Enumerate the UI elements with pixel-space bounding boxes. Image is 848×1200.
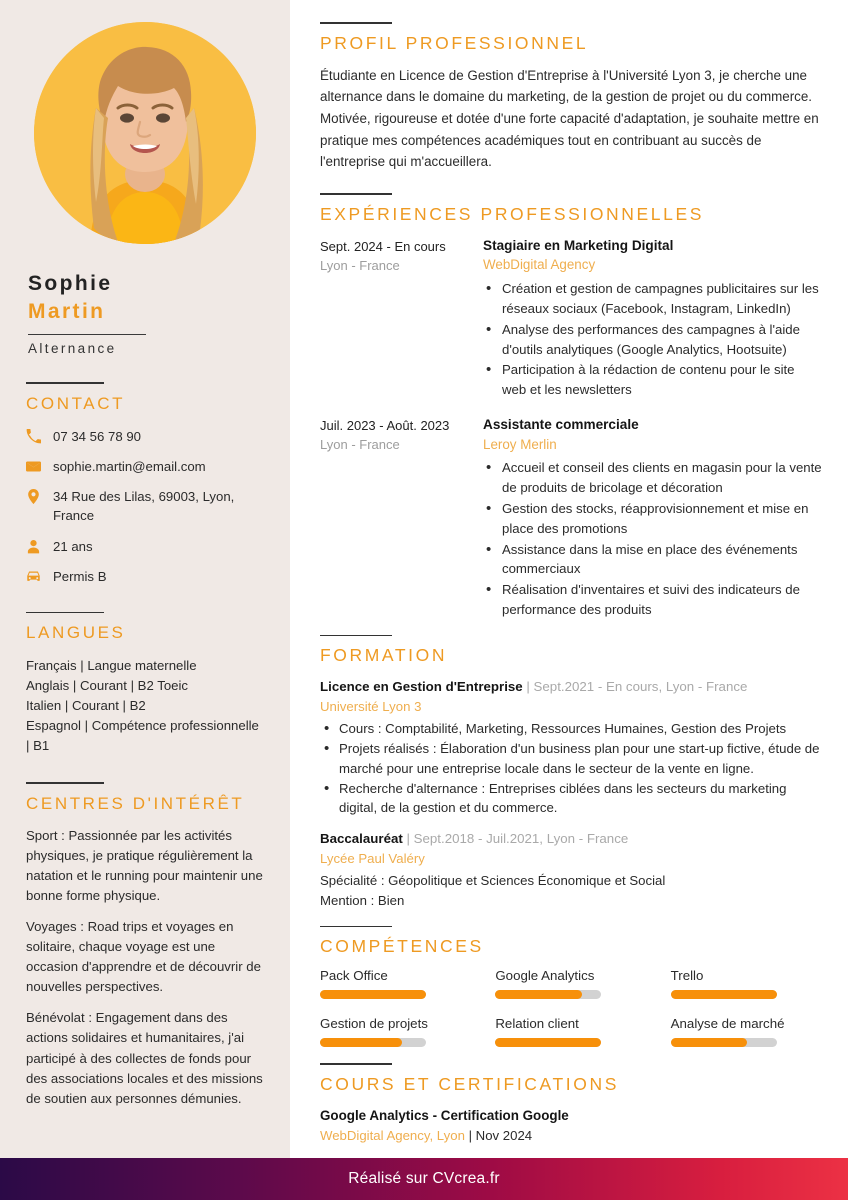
section-divider bbox=[26, 782, 104, 784]
avatar-wrapper bbox=[26, 22, 264, 244]
phone-icon bbox=[26, 427, 42, 444]
skill-item bbox=[320, 1016, 471, 1047]
contact-address-text: 34 Rue des Lilas, 69003, Lyon, France bbox=[53, 489, 235, 524]
envelope-icon bbox=[26, 457, 42, 474]
languages-section bbox=[26, 612, 264, 756]
skill-progress-fill bbox=[320, 990, 426, 999]
education-bullet: • Projets réalisés : Élaboration d'un business plan pour une start-up fictive, étude de marché pour une entreprise locale dans le secteur de la vente en ligne. bbox=[320, 739, 822, 779]
contact-item-address[interactable] bbox=[26, 487, 264, 525]
experience-bullets bbox=[483, 458, 822, 619]
certification-item bbox=[320, 1106, 822, 1146]
language-item: Italien | Courant | B2 bbox=[26, 697, 146, 713]
education-school: Université Lyon 3 bbox=[320, 699, 422, 715]
avatar bbox=[34, 22, 256, 244]
location-pin-icon bbox=[26, 487, 42, 504]
certification-title: Google Analytics - Certification Google bbox=[320, 1107, 569, 1123]
experience-company: WebDigital Agency bbox=[483, 257, 596, 273]
section-divider bbox=[26, 612, 104, 614]
skill-progress-fill bbox=[671, 990, 777, 999]
experience-location: Lyon - France bbox=[320, 258, 400, 274]
sidebar bbox=[0, 0, 290, 1158]
skill-item bbox=[320, 968, 471, 999]
contact-section bbox=[26, 382, 264, 586]
contact-license-text: Permis B bbox=[53, 568, 107, 584]
section-divider bbox=[320, 22, 392, 24]
contact-section-title: CONTACT bbox=[26, 393, 126, 413]
section-divider bbox=[320, 193, 392, 195]
education-section-title: FORMATION bbox=[320, 645, 448, 666]
experience-bullet: • Création et gestion de campagnes publicitaires sur les réseaux sociaux (Facebook, Instagram, LinkedIn) bbox=[483, 279, 822, 319]
skill-progress-track bbox=[671, 990, 777, 999]
interest-item: Voyages : Road trips et voyages en solitaire, chaque voyage est une occasion d'apprendre et de découvrir de nouvelles perspectives. bbox=[26, 919, 261, 995]
education-meta: Sept.2018 - Juil.2021, Lyon - France bbox=[413, 831, 629, 847]
certification-date: Nov 2024 bbox=[475, 1128, 533, 1144]
certifications-section-title: COURS ET CERTIFICATIONS bbox=[320, 1073, 619, 1094]
experience-meta bbox=[320, 236, 483, 401]
skill-progress-fill bbox=[495, 990, 582, 999]
skill-label: Google Analytics bbox=[495, 968, 595, 984]
certification-separator: | bbox=[464, 1128, 476, 1144]
skills-section-title: COMPÉTENCES bbox=[320, 936, 484, 957]
skill-progress-track bbox=[671, 1038, 777, 1047]
experience-bullet: • Analyse des performances des campagnes à l'aide d'outils analytiques (Google Analytics, Hootsuite) bbox=[483, 320, 822, 360]
skill-label: Analyse de marché bbox=[670, 1016, 785, 1032]
experience-bullet: • Accueil et conseil des clients en magasin pour la vente de produits de bricolage et décoration bbox=[483, 458, 822, 498]
education-bullet: • Recherche d'alternance : Entreprises ciblées dans les secteurs du marketing digital, de la gestion et du commerce. bbox=[320, 779, 822, 819]
interests-list bbox=[26, 826, 264, 1109]
first-name: Sophie bbox=[28, 272, 113, 295]
education-meta-separator: | bbox=[402, 831, 414, 847]
skill-item bbox=[671, 1016, 822, 1047]
experience-company: Leroy Merlin bbox=[483, 436, 557, 452]
skill-label: Pack Office bbox=[320, 968, 388, 984]
skill-item bbox=[671, 968, 822, 999]
skill-progress-track bbox=[320, 990, 426, 999]
experience-role: Stagiaire en Marketing Digital bbox=[483, 237, 674, 253]
skills-grid bbox=[320, 968, 822, 1047]
skill-item bbox=[495, 968, 646, 999]
skill-item bbox=[495, 1016, 646, 1047]
contact-item-email[interactable] bbox=[26, 457, 264, 476]
education-degree: Baccalauréat bbox=[320, 831, 403, 847]
certification-org: WebDigital Agency, Lyon bbox=[320, 1128, 465, 1144]
skill-label: Gestion de projets bbox=[320, 1016, 428, 1032]
education-school: Lycée Paul Valéry bbox=[320, 851, 425, 867]
contact-item-phone[interactable] bbox=[26, 427, 264, 446]
experience-details bbox=[483, 415, 822, 621]
interest-item: Bénévolat : Engagement dans des actions solidaires et humanitaires, j'ai participé à des collectes de fonds pour des associations locales et des missions de soutien aux personnes démunies. bbox=[26, 1010, 263, 1106]
education-item bbox=[320, 829, 822, 912]
education-bullets bbox=[320, 719, 822, 818]
profile-section bbox=[320, 22, 822, 173]
education-line: Mention : Bien bbox=[320, 893, 405, 909]
car-icon bbox=[26, 567, 42, 584]
contact-list bbox=[26, 427, 264, 586]
footer-bar bbox=[0, 1158, 848, 1200]
education-heading bbox=[320, 677, 822, 697]
section-divider bbox=[320, 926, 392, 928]
skills-section bbox=[320, 926, 822, 1048]
profile-section-title: PROFIL PROFESSIONNEL bbox=[320, 32, 589, 53]
experience-bullet: • Gestion des stocks, réapprovisionnement et mise en place des promotions bbox=[483, 499, 822, 539]
skill-label: Relation client bbox=[495, 1016, 579, 1032]
experience-bullet: • Assistance dans la mise en place des événements commerciaux bbox=[483, 540, 822, 580]
experience-meta bbox=[320, 415, 483, 621]
education-meta-separator: | bbox=[522, 679, 534, 695]
person-icon bbox=[26, 537, 42, 554]
education-degree: Licence en Gestion d'Entreprise bbox=[320, 679, 523, 695]
section-divider bbox=[320, 1063, 392, 1065]
main-content bbox=[290, 0, 848, 1158]
last-name: Martin bbox=[28, 300, 106, 324]
skill-progress-fill bbox=[495, 1038, 601, 1047]
education-item bbox=[320, 677, 822, 818]
experience-date: Juil. 2023 - Août. 2023 bbox=[320, 417, 450, 433]
contact-item-license bbox=[26, 567, 264, 586]
experience-role: Assistante commerciale bbox=[483, 416, 639, 432]
contact-age-text: 21 ans bbox=[53, 538, 93, 554]
experience-item bbox=[320, 236, 822, 401]
language-item: Espagnol | Compétence professionnelle | B1 bbox=[26, 717, 259, 753]
experience-bullet: • Participation à la rédaction de contenu pour le site web et les newsletters bbox=[483, 360, 822, 400]
experience-bullet: • Réalisation d'inventaires et suivi des indicateurs de performance des produits bbox=[483, 580, 822, 620]
education-bullet: • Cours : Comptabilité, Marketing, Ressources Humaines, Gestion des Projets bbox=[320, 719, 822, 739]
experience-section bbox=[320, 193, 822, 621]
skill-progress-track bbox=[495, 1038, 601, 1047]
certification-subtitle bbox=[320, 1126, 822, 1146]
education-line: Spécialité : Géopolitique et Sciences Économique et Social bbox=[320, 872, 666, 888]
name-block bbox=[26, 270, 264, 356]
language-item: Français | Langue maternelle bbox=[26, 657, 197, 673]
experience-bullets bbox=[483, 279, 822, 400]
language-item: Anglais | Courant | B2 Toeic bbox=[26, 677, 189, 693]
contact-phone-text: 07 34 56 78 90 bbox=[53, 429, 141, 445]
experience-date: Sept. 2024 - En cours bbox=[320, 238, 446, 254]
experience-location: Lyon - France bbox=[320, 437, 400, 453]
contact-item-age bbox=[26, 537, 264, 556]
interests-section-title: CENTRES D'INTÉRÊT bbox=[26, 793, 245, 813]
footer-text: Réalisé sur CVcrea.fr bbox=[348, 1170, 500, 1187]
skill-label: Trello bbox=[670, 968, 704, 984]
education-heading bbox=[320, 829, 822, 849]
skill-progress-track bbox=[495, 990, 601, 999]
education-section bbox=[320, 635, 822, 912]
languages-section-title: LANGUES bbox=[26, 623, 126, 643]
experience-section-title: EXPÉRIENCES PROFESSIONNELLES bbox=[320, 203, 705, 224]
portrait-photo-illustration bbox=[34, 22, 256, 244]
section-divider bbox=[26, 382, 104, 384]
skill-progress-track bbox=[320, 1038, 426, 1047]
interests-section bbox=[26, 782, 264, 1109]
experience-item bbox=[320, 415, 822, 621]
job-role: Alternance bbox=[28, 341, 117, 357]
education-meta: Sept.2021 - En cours, Lyon - France bbox=[533, 679, 748, 695]
profile-text: Étudiante en Licence de Gestion d'Entreprise à l'Université Lyon 3, je cherche une alternance dans le domaine du marketing, de la gestion de projet ou du commerce. Motivée, rigoureuse et dotée d'une forte capacité d'adaptation, je souhaite mettre en pratique mes compétences académiques tout en contribuant au succès de l'entreprise qui m'accueillera. bbox=[320, 67, 819, 170]
skill-progress-fill bbox=[320, 1038, 402, 1047]
interest-item: Sport : Passionnée par les activités physiques, je pratique régulièrement la natation et le running pour maintenir une bonne forme physique. bbox=[26, 827, 263, 904]
certifications-section bbox=[320, 1063, 822, 1146]
section-divider bbox=[320, 635, 392, 637]
name-divider bbox=[28, 334, 146, 336]
contact-email-text: sophie.martin@email.com bbox=[53, 459, 206, 475]
experience-details bbox=[483, 236, 822, 401]
languages-list bbox=[26, 656, 264, 756]
skill-progress-fill bbox=[671, 1038, 747, 1047]
